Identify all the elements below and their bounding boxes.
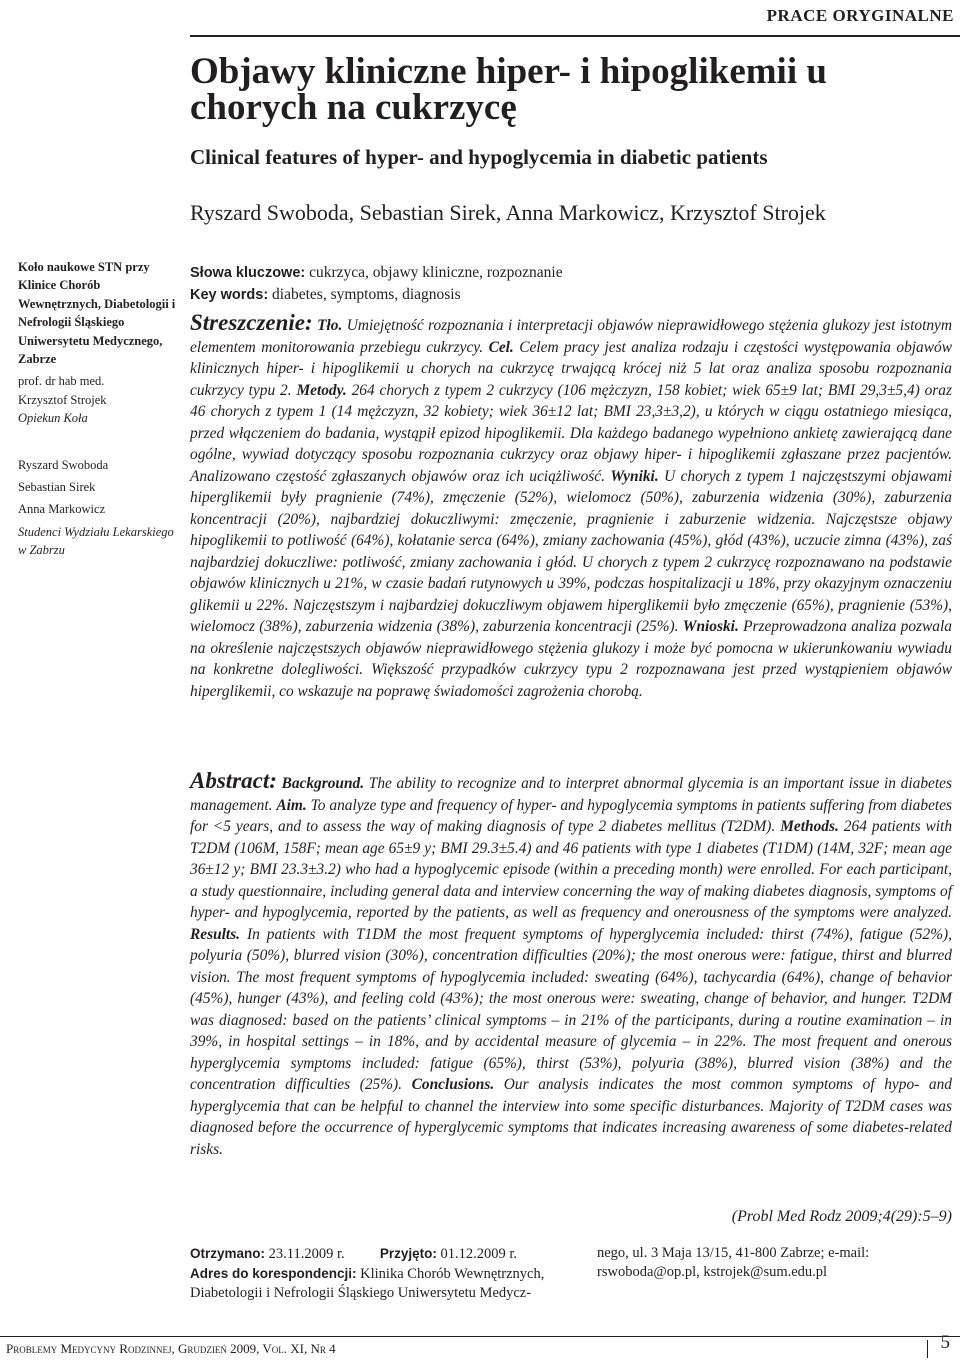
abstract-en-results-label: Results. [190,925,241,943]
abstract-en-conclusions-label: Conclusions. [411,1076,495,1093]
keywords-en: diabetes, symptoms, diagnosis [272,286,461,303]
abstract-en-methods-label: Methods. [780,818,839,835]
accepted-label: Przyjęto: [379,1246,437,1261]
student-name: Anna Markowicz [18,502,106,517]
title-polish: Objawy kliniczne hiper- i hipoglikemii u chorych na cukrzycę [190,51,827,128]
student-name: Sebastian Sirek [18,480,96,495]
abstract-pl-methods: 264 chorych z typem 2 cukrzycy (106 mężczyzn, 158 kobiet; wiek 65±9 lat; BMI 29,3±5,4) oraz 46 chorych z typem 1 (14 mężczyzn, 32 kobiety; wiek 36±12 lat; BMI 23,3±3,2), u których w ciągu ostatniego miesiąca, przed włączeniem do badania, wystąpił epizod hipoglikemii. Dla każdego badanego wypełniono ankietę zawierającą dane ogólne, wywiad dotyczący sposobu rozpoznania cukrzycy oraz objawy hiper- i hipoglikemii zgłaszane przez pacjentów. Analizowano częstość zgłaszanych objawów oraz ich uciążliwość. [190,381,952,485]
abstract-pl-bg-label: Tło. [317,317,343,334]
abstract-pl-aim: Celem pracy jest analiza rodzaju i częstości występowania objawów klinicznych hiper- i hipoglikemii u chorych na cukrzycę trwającą krócej niż 5 lat oraz analiza sposobu rozpoznania cukrzycy typu 2. [190,338,952,399]
address-text-1: Klinika Chorób Wewnętrznych, Diabetologii i Nefrologii Śląskiego Uniwersytetu Medycz- [190,1266,545,1301]
students-role: Studenci Wydziału Lekarskiego w Zabrzu [18,524,174,558]
address-label: Adres do korespondencji: [190,1266,357,1281]
section-label: PRACE ORYGINALNE [766,6,954,25]
supervisor-name: Krzysztof Strojek [18,392,107,407]
received-date: 23.11.2009 r. [268,1246,345,1262]
abstract-en-heading: Abstract: [190,768,277,793]
header-rule [190,35,960,37]
footer-rule [0,1336,960,1337]
abstract-en-methods: 264 patients with T2DM (106M, 158F; mean age 65±9 y; BMI 29.3±5.4) and 46 patients with type 1 diabetes (T1DM) (14M, 32F; mean age 36±12 y; BMI 23.3±3.2) who had a hypoglycemic episode (within a preceding month) were enrolled. For each participant, a study questionnaire, including general data and interview concerning the way of making diabetes diagnosis, symptoms of hyper- and hypoglycemia, reported by the patients, as well as frequency and onerousness of the symptoms were analyzed. [190,818,953,921]
authors: Ryszard Swoboda, Sebastian Sirek, Anna Markowicz, Krzysztof Strojek [190,200,826,225]
student-name: Ryszard Swoboda [18,457,109,472]
supervisor-role: Opiekun Koła [18,411,88,426]
address-text-2: nego, ul. 3 Maja 13/15, 41-800 Zabrze; e-mail: rswoboda@op.pl, kstrojek@sum.edu.pl [597,1245,870,1280]
journal-issue: Grudzień 2009, Vol. XI, Nr 4 [177,1341,336,1356]
page-number-divider [927,1340,928,1358]
abstract-en-aim-label: Aim. [276,796,307,814]
abstract-pl-conclusions: Przeprowadzona analiza pozwala na określenie najczęstszych objawów nieprawidłowego stężenia glukozy i może być pomocna w ukierunkowaniu wywiadu na konkretne dolegliwości. Większość przypadków cukrzycy typu 2 rozpoznawana jest przed wystąpieniem objawów hiperglikemii, co wskazuje na poprawę świadomości zagrożenia chorobą. [190,618,952,700]
abstract-en-conclusions: Our analysis indicates the most common symptoms of hypo- and hyperglycemia that can be helpful to channel the interview into some specific disturbances. Majority of T2DM cases was diagnosed before the occurrence of hyperglycemic symptoms that indicates increasing awareness of some diabetes-related risks. [190,1076,952,1158]
abstract-en-bg: The ability to recognize and to interpret abnormal glycemia is an important issue in diabetes management. [190,775,952,814]
supervisor-title: prof. dr hab med. [18,374,105,389]
abstract-pl-results: U chorych z typem 1 najczęstszymi objawami hiperglikemii były pragnienie (74%), zmęczenie (52%), wielomocz (50%), zaburzenia widzenia (30%), zaburzenia koncentracji (20%), najbardziej dokuczliwymi: zmęczenie, pragnienie i zaburzenie widzenia. Najczęstsze objawy hipoglikemii to potliwość (64%), kołatanie serca (64%), zmiany zachowania (45%), głód (43%), uczucie zimna (43%), zaś najbardziej dokuczliwe: potliwość, zmiany zachowania i głód. U chorych z typem 2 cukrzycę rozpoznawano na podstawie objawów klinicznych u 21%, w czasie badań rutynowych u 39%, podczas hospitalizacji u 18%, przy okazyjnym oznaczeniu glikemii u 22%. Najczęstszym i najbardziej dokuczliwym objawem hiperglikemii było zmęczenie (65%), pragnienie (53%), wielomocz (38%), zaburzenia widzenia (38%), zaburzenia koncentracji (25%). [190,467,952,635]
abstract-pl-conclusions-label: Wnioski. [682,618,739,635]
keywords-en-label: Key words: [190,287,269,303]
citation: (Probl Med Rodz 2009;4(29):5–9) [731,1208,952,1225]
journal-footer [6,1341,336,1357]
abstract-pl-results-label: Wyniki. [610,467,659,485]
abstract-en-bg-label: Background. [281,775,365,792]
page-number: 5 [940,1332,950,1353]
journal-name: Problemy Medycyny Rodzinnej, [6,1341,175,1356]
abstract-english [190,770,952,1160]
keywords [190,262,950,306]
title-english: Clinical features of hyper- and hypoglycemia in diabetic patients [190,145,768,169]
keywords-pl-label: Słowa kluczowe: [190,265,306,281]
accepted-date: 01.12.2009 r. [440,1246,518,1262]
abstract-en-results: In patients with T1DM the most frequent symptoms of hyperglycemia included: thirst (74%), fatigue (52%), polyuria (50%), blurred vision (30%), concentration difficulties (20%); the most onerous were: fatigue, thirst and blurred vision. The most frequent symptoms of hypoglycemia included: sweating (64%), tachycardia (64%), change of behavior (45%), hunger (43%), and feeling cold (43%); the most onerous were: sweating, change of behavior, and hunger. T2DM was diagnosed: based on the patients’ clinical symptoms – in 21% of the participants, during a routine examination – in 39%, in hospital settings – in 18%, and by accidental measure of glycemia – in 22%. The most frequent and onerous hyperglycemia symptoms included: fatigue (65%), thirst (53%), polyuria (38%), blurred vision (38%) and the concentration difficulties (25%). [190,925,952,1093]
abstract-polish [190,312,952,702]
abstract-en-aim: To analyze type and frequency of hyper- and hypoglycemia symptoms in patients suffering from diabetes for <5 years, and to assess the way of making diagnosis of type 2 diabetes mellitus (T2DM). [190,796,952,835]
abstract-pl-methods-label: Metody. [296,381,347,399]
abstract-pl-heading: Streszczenie: [190,310,313,335]
affiliation: Koło naukowe STN przy Klinice Chorób Wewnętrznych, Diabetologii i Nefrologii Śląskiego Uniwersytetu Medycznego, Zabrze [18,260,176,367]
abstract-pl-bg: Umiejętność rozpoznania i interpretacji objawów nieprawidłowego stężenia glukozy jest istotnym elementem monitorowania przebiegu cukrzycy. [190,317,952,356]
affiliation-sidebar [18,258,178,560]
keywords-pl: cukrzyca, objawy kliniczne, rozpoznanie [309,264,563,281]
abstract-pl-aim-label: Cel. [488,338,514,356]
received-label: Otrzymano: [190,1246,266,1261]
